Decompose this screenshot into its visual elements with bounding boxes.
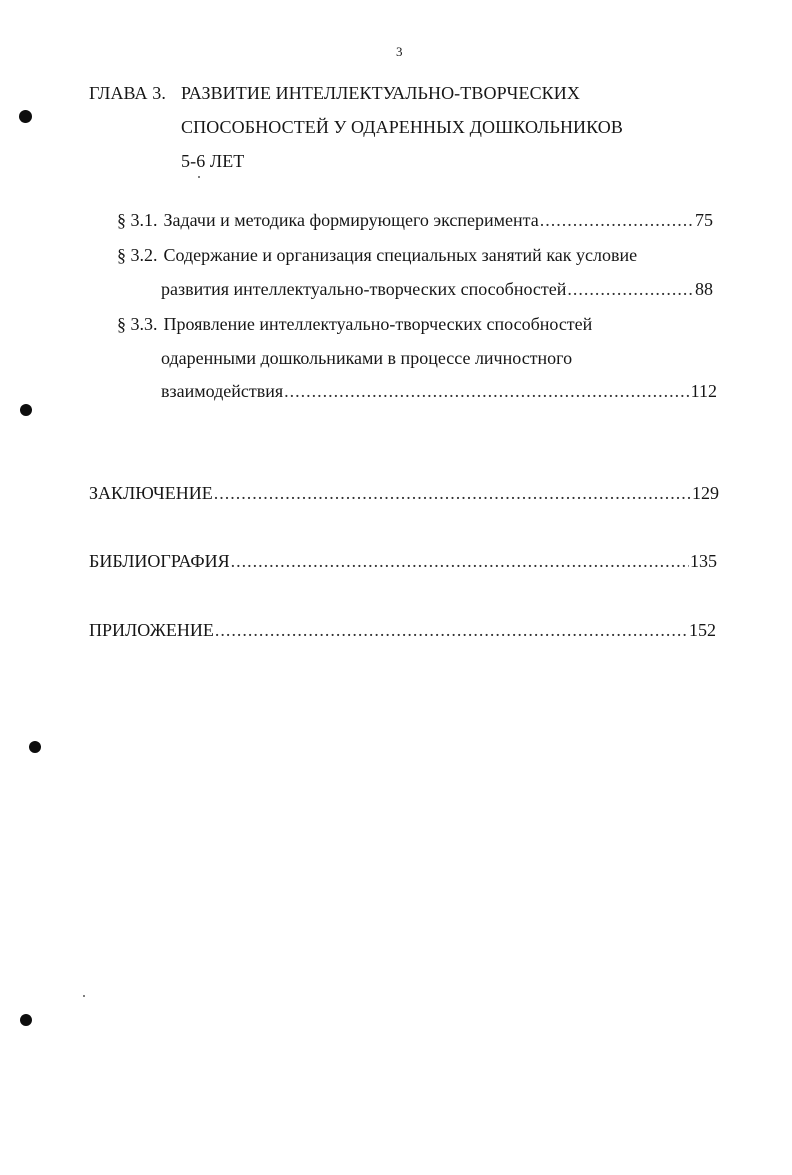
scan-speck	[83, 995, 85, 997]
entry-title: ПРИЛОЖЕНИЕ	[89, 620, 214, 640]
section-title: Содержание и организация специальных занятий как условие	[163, 245, 638, 265]
page-number: 3	[396, 44, 403, 59]
chapter-title-line: РАЗВИТИЕ ИНТЕЛЛЕКТУАЛЬНО-ТВОРЧЕСКИХ	[181, 83, 580, 103]
page-ref: 88	[695, 279, 713, 299]
toc-entry-conclusion[interactable]	[89, 483, 719, 504]
leader-dots	[284, 381, 690, 402]
leader-dots	[231, 551, 689, 572]
binder-hole-mark	[19, 110, 32, 123]
chapter-label: ГЛАВА 3.	[89, 83, 166, 103]
toc-entry-bibliography[interactable]	[89, 551, 717, 572]
leader-dots	[215, 620, 688, 641]
toc-entry-appendix[interactable]	[89, 620, 716, 641]
leader-dots	[540, 210, 694, 231]
toc-entry-3-2[interactable]	[117, 245, 637, 266]
section-title-continued: развития интеллектуально-творческих способностей	[161, 279, 567, 299]
section-title-continued: одаренными дошкольниками в процессе личностного	[161, 348, 573, 368]
section-title: Проявление интеллектуально-творческих способностей	[163, 314, 593, 334]
page-ref: 112	[690, 381, 717, 401]
binder-hole-mark	[20, 404, 32, 416]
leader-dots	[214, 483, 691, 504]
section-number: § 3.1.	[117, 210, 158, 230]
page-ref: 152	[689, 620, 716, 640]
section-title: Задачи и методика формирующего эксперимента	[163, 210, 539, 230]
toc-entry-3-3-cont[interactable]	[161, 381, 717, 402]
chapter-title-line: 5-6 ЛЕТ	[181, 151, 245, 171]
section-number: § 3.2.	[117, 245, 158, 265]
binder-hole-mark	[29, 741, 41, 753]
page-ref: 135	[690, 551, 717, 571]
toc-entry-3-3[interactable]	[117, 314, 592, 335]
section-title-continued: взаимодействия	[161, 381, 284, 401]
leader-dots	[567, 279, 694, 300]
chapter-heading	[89, 76, 623, 178]
section-number: § 3.3.	[117, 314, 158, 334]
page-ref: 129	[692, 483, 719, 503]
entry-title: ЗАКЛЮЧЕНИЕ	[89, 483, 213, 503]
page-ref: 75	[695, 210, 713, 230]
entry-title: БИБЛИОГРАФИЯ	[89, 551, 230, 571]
toc-entry-3-1[interactable]	[117, 210, 713, 231]
chapter-title-line: СПОСОБНОСТЕЙ У ОДАРЕННЫХ ДОШКОЛЬНИКОВ	[181, 117, 624, 137]
toc-entry-3-2-cont[interactable]	[161, 279, 713, 300]
binder-hole-mark	[20, 1014, 32, 1026]
